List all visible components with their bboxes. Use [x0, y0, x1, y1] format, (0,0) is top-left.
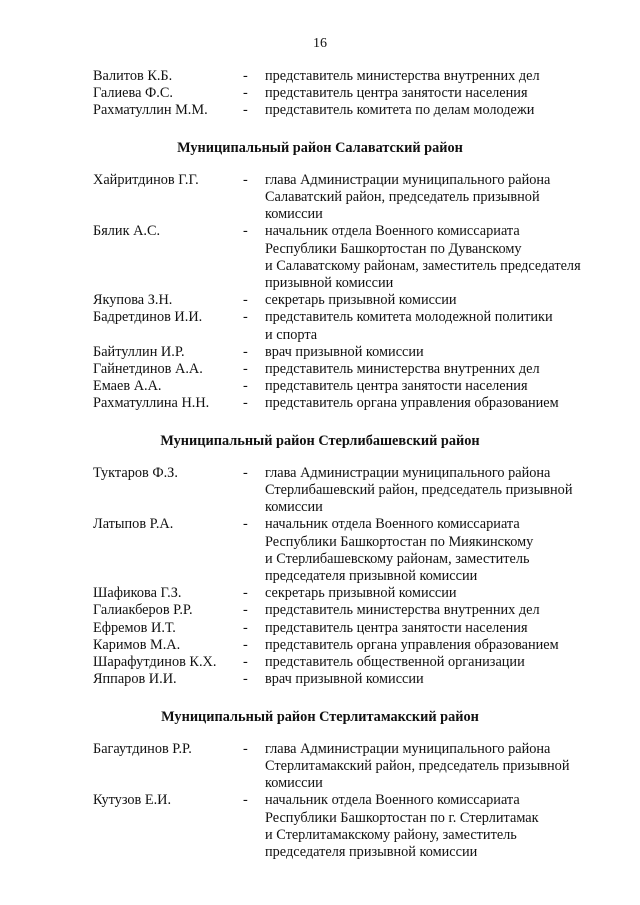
dash-separator: - — [243, 378, 248, 395]
member-role — [265, 671, 613, 688]
member-role-line: представитель комитета по делам молодежи — [265, 102, 535, 119]
dash-separator: - — [243, 671, 248, 688]
member-row — [93, 654, 613, 671]
member-role-line: секретарь призывной комиссии — [265, 585, 457, 602]
member-role-line: представитель центра занятости населения — [265, 378, 528, 395]
member-role — [265, 620, 613, 637]
member-role-line: начальник отдела Военного комиссариата — [265, 223, 520, 240]
member-role — [265, 172, 613, 224]
member-role-line: представитель органа управления образованием — [265, 636, 559, 653]
member-name: Галиева Ф.С. — [93, 85, 173, 102]
member-role — [265, 465, 613, 517]
member-name: Каримов М.А. — [93, 636, 181, 653]
dash-separator: - — [243, 292, 248, 309]
member-role — [265, 637, 613, 654]
member-row — [93, 68, 613, 85]
member-role — [265, 395, 613, 412]
member-role-line: представитель министерства внутренних дел — [265, 602, 540, 619]
member-role-line: глава Администрации муниципального района — [265, 464, 551, 481]
page-number: 16 — [313, 36, 327, 51]
member-role-line: представитель центра занятости населения — [265, 619, 528, 636]
district-heading: Муниципальный район Стерлибашевский район — [160, 432, 480, 449]
member-name: Рахматуллин М.М. — [93, 102, 208, 119]
member-name: Латыпов Р.А. — [93, 516, 174, 533]
member-row — [93, 671, 613, 688]
member-name: Шарафутдинов К.Х. — [93, 654, 217, 671]
member-role-line: Салаватский район, председатель призывной — [265, 189, 540, 206]
dash-separator: - — [243, 361, 248, 378]
member-role-line: комиссии — [265, 206, 323, 223]
member-role-line: начальник отдела Военного комиссариата — [265, 792, 520, 809]
member-name: Валитов К.Б. — [93, 68, 173, 84]
dash-separator: - — [243, 585, 248, 602]
dash-separator: - — [243, 102, 248, 119]
dash-separator: - — [243, 395, 248, 412]
member-name: Гайнетдинов А.А. — [93, 361, 203, 378]
member-role — [265, 68, 613, 85]
dash-separator: - — [243, 654, 248, 671]
member-row — [93, 309, 613, 343]
member-role — [265, 292, 613, 309]
member-role-line: и спорта — [265, 326, 318, 343]
member-row — [93, 620, 613, 637]
member-role — [265, 792, 613, 861]
member-role-line: представитель министерства внутренних дел — [265, 68, 540, 84]
member-role-line: Республики Башкортостан по Миякинскому — [265, 533, 534, 550]
member-row — [93, 637, 613, 654]
member-row — [93, 516, 613, 585]
member-role-line: и Салаватскому районам, заместитель председателя — [265, 257, 581, 274]
dash-separator: - — [243, 602, 248, 619]
member-row — [93, 292, 613, 309]
member-role — [265, 585, 613, 602]
member-role-line: представитель центра занятости населения — [265, 85, 528, 102]
member-row — [93, 172, 613, 224]
member-name: Ефремов И.Т. — [93, 619, 176, 636]
member-row — [93, 585, 613, 602]
dash-separator: - — [243, 171, 248, 188]
dash-separator: - — [243, 619, 248, 636]
dash-separator: - — [243, 223, 248, 240]
member-role — [265, 361, 613, 378]
member-name: Багаутдинов Р.Р. — [93, 740, 192, 757]
member-row — [93, 85, 613, 102]
member-role-line: начальник отдела Военного комиссариата — [265, 516, 520, 533]
member-row — [93, 792, 613, 861]
member-role — [265, 102, 613, 119]
dash-separator: - — [243, 68, 248, 84]
member-row — [93, 223, 613, 292]
dash-separator: - — [243, 636, 248, 653]
member-role-line: представитель комитета молодежной политики — [265, 309, 553, 326]
dash-separator: - — [243, 516, 248, 533]
member-name: Галиакберов Р.Р. — [93, 602, 193, 619]
dash-separator: - — [243, 309, 248, 326]
member-role-line: Стерлибашевский район, председатель призывной — [265, 482, 573, 499]
member-role-line: председателя призывной комиссии — [265, 843, 478, 860]
member-role-line: глава Администрации муниципального района — [265, 171, 551, 188]
member-role — [265, 602, 613, 619]
member-row — [93, 361, 613, 378]
member-role-line: Стерлитамакский район, председатель призывной — [265, 757, 570, 774]
member-role — [265, 516, 613, 585]
member-role-line: председателя призывной комиссии — [265, 568, 478, 585]
member-role-line: комиссии — [265, 499, 323, 516]
member-role — [265, 85, 613, 102]
member-name: Бадретдинов И.И. — [93, 309, 203, 326]
member-role-line: Республики Башкортостан по г. Стерлитамак — [265, 809, 539, 826]
member-role-line: и Стерлитамакскому району, заместитель — [265, 826, 517, 843]
member-role-line: глава Администрации муниципального района — [265, 740, 551, 757]
district-heading: Муниципальный район Стерлитамакский район — [161, 708, 479, 725]
member-role-line: и Стерлибашевскому районам, заместитель — [265, 550, 530, 567]
member-role — [265, 378, 613, 395]
member-row — [93, 378, 613, 395]
member-role — [265, 223, 613, 292]
dash-separator: - — [243, 85, 248, 102]
member-role-line: врач призывной комиссии — [265, 671, 424, 688]
member-role-line: призывной комиссии — [265, 275, 394, 292]
member-name: Емаев А.А. — [93, 378, 162, 395]
member-role-line: секретарь призывной комиссии — [265, 292, 457, 309]
member-role-line: Республики Башкортостан по Дуванскому — [265, 240, 522, 257]
member-role-line: представитель министерства внутренних дел — [265, 361, 540, 378]
member-row — [93, 741, 613, 793]
member-role-line: комиссии — [265, 775, 323, 792]
member-role-line: представитель общественной организации — [265, 654, 525, 671]
member-name: Хайритдинов Г.Г. — [93, 171, 199, 188]
commission-list — [93, 68, 613, 861]
dash-separator: - — [243, 740, 248, 757]
member-role — [265, 309, 613, 343]
member-name: Бялик А.С. — [93, 223, 161, 240]
member-role — [265, 344, 613, 361]
member-role — [265, 654, 613, 671]
member-role — [265, 741, 613, 793]
member-name: Рахматуллина Н.Н. — [93, 395, 210, 412]
dash-separator: - — [243, 792, 248, 809]
dash-separator: - — [243, 343, 248, 360]
member-role-line: врач призывной комиссии — [265, 343, 424, 360]
dash-separator: - — [243, 464, 248, 481]
member-row — [93, 395, 613, 412]
district-heading: Муниципальный район Салаватский район — [177, 139, 463, 156]
member-name: Туктаров Ф.З. — [93, 464, 178, 481]
member-name: Кутузов Е.И. — [93, 792, 172, 809]
member-row — [93, 102, 613, 119]
member-row — [93, 344, 613, 361]
member-row — [93, 602, 613, 619]
member-name: Якупова З.Н. — [93, 292, 173, 309]
member-name: Яппаров И.И. — [93, 671, 177, 688]
member-name: Байтуллин И.Р. — [93, 343, 185, 360]
member-role-line: представитель органа управления образованием — [265, 395, 559, 412]
member-name: Шафикова Г.З. — [93, 585, 182, 602]
member-row — [93, 465, 613, 517]
